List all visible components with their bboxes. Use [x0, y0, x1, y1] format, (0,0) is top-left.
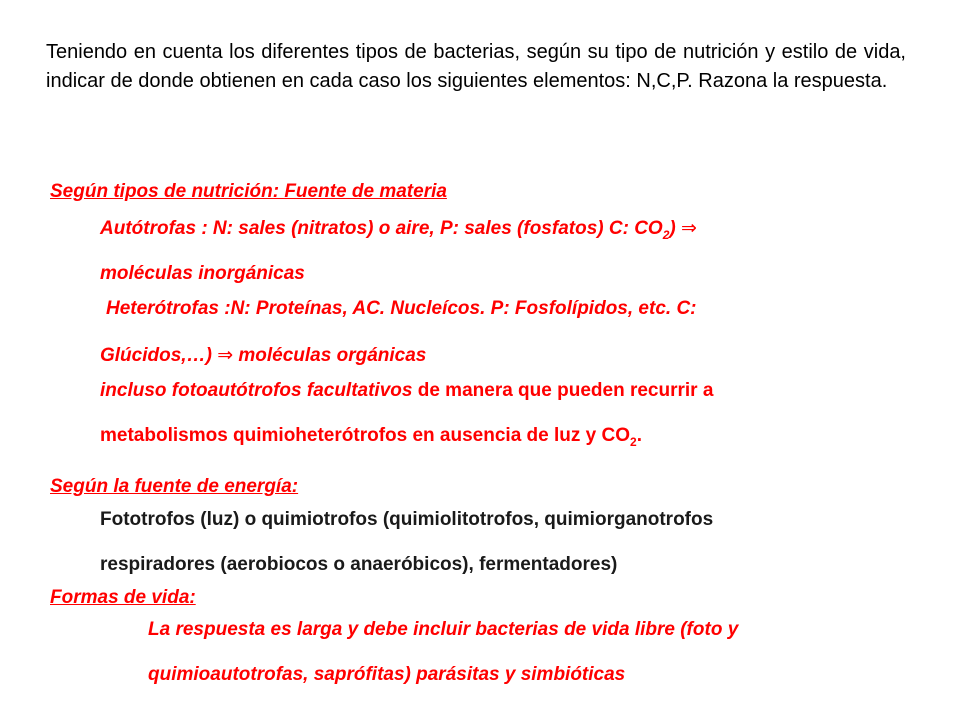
heterotrophs-text: Glúcidos,…) [100, 345, 218, 366]
autotrophs-text: Autótrofas : N: sales (nitratos) o aire, P: sales (fosfatos) C: CO [100, 218, 663, 239]
lifestyle-heading: Formas de vida: [50, 587, 196, 608]
lifestyle-line-1: La respuesta es larga y debe incluir bacterias de vida libre (foto y [148, 619, 739, 640]
heterotrophs-line-2 [100, 344, 426, 367]
heterotrophs-result: moléculas orgánicas [233, 345, 427, 366]
facultative-term: incluso fotoautótrofos facultativos [100, 380, 413, 401]
co2-subscript: 2 [662, 227, 670, 242]
heterotrophs-line-1: Heterótrofas :N: Proteínas, AC. Nucleícos. P: Fosfolípidos, etc. C: [106, 298, 697, 319]
lifestyle-line-2: quimioautotrofas, saprófitas) parásitas y simbióticas [148, 664, 626, 685]
facultative-line-2 [100, 425, 642, 447]
implies-arrow-icon: ⇒ [681, 218, 697, 239]
energy-line-2: respiradores (aerobiocos o anaeróbicos), fermentadores) [100, 554, 618, 575]
facultative-text-2: metabolismos quimioheterótrofos en ausencia de luz y CO [100, 425, 630, 446]
facultative-text: de manera que pueden recurrir a [412, 380, 714, 401]
facultative-period: . [636, 425, 642, 446]
implies-arrow-icon: ⇒ [217, 345, 234, 366]
intro-question: Teniendo en cuenta los diferentes tipos de bacterias, según su tipo de nutrición y estilo de vida, indicar de donde obtienen en cada caso los siguientes elementos: N,C,P. Razona la respuesta. [46, 41, 906, 92]
autotrophs-line-1 [100, 217, 697, 240]
co2-subscript: 2 [630, 434, 637, 449]
autotrophs-close: ) [669, 218, 681, 239]
facultative-line-1 [100, 380, 713, 402]
energy-line-1: Fototrofos (luz) o quimiotrofos (quimiolitotrofos, quimiorganotrofos [100, 509, 714, 530]
nutrition-heading: Según tipos de nutrición: Fuente de materia [50, 181, 447, 202]
energy-heading: Según la fuente de energía: [50, 476, 299, 497]
autotrophs-line-2: moléculas inorgánicas [100, 263, 305, 284]
